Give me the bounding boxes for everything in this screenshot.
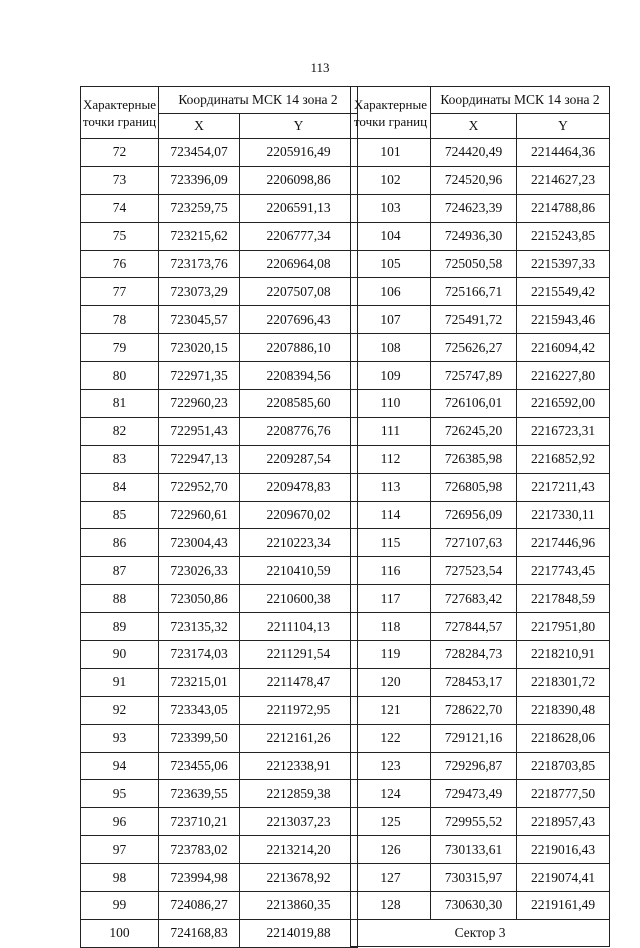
header-x: X xyxy=(159,114,240,139)
x-coordinate-cell: 723454,07 xyxy=(159,139,240,167)
point-number-cell: 124 xyxy=(351,780,431,808)
table-row xyxy=(81,724,358,752)
y-coordinate-cell: 2213037,23 xyxy=(240,808,358,836)
x-coordinate-cell: 722960,61 xyxy=(159,501,240,529)
x-coordinate-cell: 726805,98 xyxy=(431,473,517,501)
table-row xyxy=(81,166,358,194)
header-y: Y xyxy=(240,114,358,139)
point-number-cell: 91 xyxy=(81,668,159,696)
x-coordinate-cell: 729955,52 xyxy=(431,808,517,836)
table-row xyxy=(351,473,610,501)
point-number-cell: 80 xyxy=(81,362,159,390)
table-row xyxy=(351,668,610,696)
table-row xyxy=(81,641,358,669)
point-number-cell: 84 xyxy=(81,473,159,501)
x-coordinate-cell: 723073,29 xyxy=(159,278,240,306)
point-number-cell: 120 xyxy=(351,668,431,696)
y-coordinate-cell: 2207696,43 xyxy=(240,306,358,334)
y-coordinate-cell: 2205916,49 xyxy=(240,139,358,167)
point-number-cell: 83 xyxy=(81,445,159,473)
point-number-cell: 126 xyxy=(351,836,431,864)
table-row xyxy=(351,641,610,669)
y-coordinate-cell: 2208394,56 xyxy=(240,362,358,390)
y-coordinate-cell: 2217446,96 xyxy=(517,529,610,557)
table-row xyxy=(351,222,610,250)
x-coordinate-cell: 727107,63 xyxy=(431,529,517,557)
point-number-cell: 118 xyxy=(351,613,431,641)
y-coordinate-cell: 2209287,54 xyxy=(240,445,358,473)
table-row xyxy=(81,334,358,362)
x-coordinate-cell: 724420,49 xyxy=(431,139,517,167)
point-number-cell: 97 xyxy=(81,836,159,864)
point-number-cell: 76 xyxy=(81,250,159,278)
point-number-cell: 102 xyxy=(351,166,431,194)
y-coordinate-cell: 2217211,43 xyxy=(517,473,610,501)
table-row xyxy=(81,892,358,920)
point-number-cell: 78 xyxy=(81,306,159,334)
point-number-cell: 111 xyxy=(351,417,431,445)
table-row xyxy=(351,892,610,920)
point-number-cell: 77 xyxy=(81,278,159,306)
x-coordinate-cell: 723259,75 xyxy=(159,194,240,222)
x-coordinate-cell: 727523,54 xyxy=(431,557,517,585)
x-coordinate-cell: 724086,27 xyxy=(159,892,240,920)
point-number-cell: 100 xyxy=(81,919,159,947)
table-row xyxy=(351,362,610,390)
y-coordinate-cell: 2215243,85 xyxy=(517,222,610,250)
y-coordinate-cell: 2218390,48 xyxy=(517,696,610,724)
table-row xyxy=(351,780,610,808)
x-coordinate-cell: 723173,76 xyxy=(159,250,240,278)
point-number-cell: 106 xyxy=(351,278,431,306)
point-number-cell: 115 xyxy=(351,529,431,557)
x-coordinate-cell: 722971,35 xyxy=(159,362,240,390)
x-coordinate-cell: 723050,86 xyxy=(159,585,240,613)
header-boundary-points: Характерные точки границ xyxy=(81,87,159,139)
table-row xyxy=(81,139,358,167)
x-coordinate-cell: 730133,61 xyxy=(431,836,517,864)
x-coordinate-cell: 730315,97 xyxy=(431,864,517,892)
x-coordinate-cell: 724623,39 xyxy=(431,194,517,222)
y-coordinate-cell: 2208585,60 xyxy=(240,390,358,418)
y-coordinate-cell: 2208776,76 xyxy=(240,417,358,445)
point-number-cell: 114 xyxy=(351,501,431,529)
table-row xyxy=(81,390,358,418)
table-row xyxy=(351,836,610,864)
table-row xyxy=(81,613,358,641)
point-number-cell: 116 xyxy=(351,557,431,585)
point-number-cell: 105 xyxy=(351,250,431,278)
table-row xyxy=(351,166,610,194)
table-row xyxy=(81,501,358,529)
x-coordinate-cell: 725050,58 xyxy=(431,250,517,278)
point-number-cell: 94 xyxy=(81,752,159,780)
point-number-cell: 87 xyxy=(81,557,159,585)
table-row xyxy=(81,919,358,947)
x-coordinate-cell: 723343,05 xyxy=(159,696,240,724)
x-coordinate-cell: 723026,33 xyxy=(159,557,240,585)
table-row xyxy=(351,613,610,641)
point-number-cell: 108 xyxy=(351,334,431,362)
point-number-cell: 89 xyxy=(81,613,159,641)
point-number-cell: 109 xyxy=(351,362,431,390)
y-coordinate-cell: 2210600,38 xyxy=(240,585,358,613)
table-row xyxy=(81,222,358,250)
table-row xyxy=(351,557,610,585)
x-coordinate-cell: 726956,09 xyxy=(431,501,517,529)
coordinates-table-left xyxy=(80,86,358,948)
table-row xyxy=(351,278,610,306)
coordinates-table-right xyxy=(350,86,610,947)
y-coordinate-cell: 2214019,88 xyxy=(240,919,358,947)
x-coordinate-cell: 726245,20 xyxy=(431,417,517,445)
x-coordinate-cell: 729296,87 xyxy=(431,752,517,780)
x-coordinate-cell: 723004,43 xyxy=(159,529,240,557)
table-row xyxy=(81,278,358,306)
point-number-cell: 79 xyxy=(81,334,159,362)
table-row xyxy=(81,780,358,808)
x-coordinate-cell: 726385,98 xyxy=(431,445,517,473)
table-row xyxy=(351,390,610,418)
x-coordinate-cell: 725626,27 xyxy=(431,334,517,362)
table-row xyxy=(81,752,358,780)
x-coordinate-cell: 728284,73 xyxy=(431,641,517,669)
y-coordinate-cell: 2214788,86 xyxy=(517,194,610,222)
x-coordinate-cell: 724936,30 xyxy=(431,222,517,250)
table-row xyxy=(351,417,610,445)
table-row xyxy=(351,864,610,892)
y-coordinate-cell: 2209478,83 xyxy=(240,473,358,501)
x-coordinate-cell: 729121,16 xyxy=(431,724,517,752)
y-coordinate-cell: 2213214,20 xyxy=(240,836,358,864)
x-coordinate-cell: 725491,72 xyxy=(431,306,517,334)
table-row xyxy=(81,836,358,864)
y-coordinate-cell: 2216094,42 xyxy=(517,334,610,362)
table-row xyxy=(351,696,610,724)
y-coordinate-cell: 2216227,80 xyxy=(517,362,610,390)
point-number-cell: 119 xyxy=(351,641,431,669)
point-number-cell: 121 xyxy=(351,696,431,724)
table-row xyxy=(81,585,358,613)
y-coordinate-cell: 2210410,59 xyxy=(240,557,358,585)
table-row xyxy=(351,139,610,167)
y-coordinate-cell: 2211972,95 xyxy=(240,696,358,724)
y-coordinate-cell: 2219074,41 xyxy=(517,864,610,892)
x-coordinate-cell: 722952,70 xyxy=(159,473,240,501)
y-coordinate-cell: 2219161,49 xyxy=(517,892,610,920)
y-coordinate-cell: 2206777,34 xyxy=(240,222,358,250)
y-coordinate-cell: 2214627,23 xyxy=(517,166,610,194)
y-coordinate-cell: 2218628,06 xyxy=(517,724,610,752)
header-x: X xyxy=(431,114,517,139)
y-coordinate-cell: 2218301,72 xyxy=(517,668,610,696)
table-row xyxy=(351,752,610,780)
y-coordinate-cell: 2219016,43 xyxy=(517,836,610,864)
point-number-cell: 110 xyxy=(351,390,431,418)
y-coordinate-cell: 2217743,45 xyxy=(517,557,610,585)
y-coordinate-cell: 2213860,35 xyxy=(240,892,358,920)
point-number-cell: 113 xyxy=(351,473,431,501)
point-number-cell: 81 xyxy=(81,390,159,418)
x-coordinate-cell: 722960,23 xyxy=(159,390,240,418)
y-coordinate-cell: 2210223,34 xyxy=(240,529,358,557)
x-coordinate-cell: 724168,83 xyxy=(159,919,240,947)
header-coordinates: Координаты МСК 14 зона 2 xyxy=(431,87,610,114)
y-coordinate-cell: 2215549,42 xyxy=(517,278,610,306)
table-row xyxy=(351,808,610,836)
table-row xyxy=(81,194,358,222)
x-coordinate-cell: 723020,15 xyxy=(159,334,240,362)
header-coordinates: Координаты МСК 14 зона 2 xyxy=(159,87,358,114)
y-coordinate-cell: 2212859,38 xyxy=(240,780,358,808)
point-number-cell: 103 xyxy=(351,194,431,222)
sector-label: Сектор 3 xyxy=(351,919,610,946)
y-coordinate-cell: 2217951,80 xyxy=(517,613,610,641)
y-coordinate-cell: 2212338,91 xyxy=(240,752,358,780)
table-row xyxy=(351,334,610,362)
y-coordinate-cell: 2217848,59 xyxy=(517,585,610,613)
table-row xyxy=(351,194,610,222)
point-number-cell: 104 xyxy=(351,222,431,250)
table-row xyxy=(351,724,610,752)
y-coordinate-cell: 2218210,91 xyxy=(517,641,610,669)
point-number-cell: 117 xyxy=(351,585,431,613)
point-number-cell: 88 xyxy=(81,585,159,613)
x-coordinate-cell: 723455,06 xyxy=(159,752,240,780)
point-number-cell: 73 xyxy=(81,166,159,194)
y-coordinate-cell: 2209670,02 xyxy=(240,501,358,529)
point-number-cell: 125 xyxy=(351,808,431,836)
point-number-cell: 101 xyxy=(351,139,431,167)
x-coordinate-cell: 727683,42 xyxy=(431,585,517,613)
point-number-cell: 74 xyxy=(81,194,159,222)
point-number-cell: 75 xyxy=(81,222,159,250)
x-coordinate-cell: 723783,02 xyxy=(159,836,240,864)
x-coordinate-cell: 723710,21 xyxy=(159,808,240,836)
point-number-cell: 72 xyxy=(81,139,159,167)
y-coordinate-cell: 2206591,13 xyxy=(240,194,358,222)
x-coordinate-cell: 725166,71 xyxy=(431,278,517,306)
y-coordinate-cell: 2211478,47 xyxy=(240,668,358,696)
x-coordinate-cell: 722951,43 xyxy=(159,417,240,445)
point-number-cell: 93 xyxy=(81,724,159,752)
point-number-cell: 112 xyxy=(351,445,431,473)
y-coordinate-cell: 2217330,11 xyxy=(517,501,610,529)
y-coordinate-cell: 2215397,33 xyxy=(517,250,610,278)
table-row xyxy=(351,585,610,613)
table-row xyxy=(351,250,610,278)
header-boundary-points: Характерные точки границ xyxy=(351,87,431,139)
table-row xyxy=(351,445,610,473)
table-row xyxy=(81,668,358,696)
table-row xyxy=(351,529,610,557)
table-row xyxy=(351,501,610,529)
point-number-cell: 85 xyxy=(81,501,159,529)
point-number-cell: 96 xyxy=(81,808,159,836)
x-coordinate-cell: 723994,98 xyxy=(159,864,240,892)
y-coordinate-cell: 2213678,92 xyxy=(240,864,358,892)
y-coordinate-cell: 2218777,50 xyxy=(517,780,610,808)
point-number-cell: 122 xyxy=(351,724,431,752)
y-coordinate-cell: 2211104,13 xyxy=(240,613,358,641)
y-coordinate-cell: 2218703,85 xyxy=(517,752,610,780)
y-coordinate-cell: 2207886,10 xyxy=(240,334,358,362)
page-number: 113 xyxy=(310,60,330,75)
table-row xyxy=(81,808,358,836)
table-row xyxy=(81,696,358,724)
x-coordinate-cell: 726106,01 xyxy=(431,390,517,418)
x-coordinate-cell: 725747,89 xyxy=(431,362,517,390)
point-number-cell: 82 xyxy=(81,417,159,445)
x-coordinate-cell: 723215,62 xyxy=(159,222,240,250)
point-number-cell: 107 xyxy=(351,306,431,334)
table-row xyxy=(81,864,358,892)
x-coordinate-cell: 723135,32 xyxy=(159,613,240,641)
x-coordinate-cell: 723399,50 xyxy=(159,724,240,752)
y-coordinate-cell: 2206098,86 xyxy=(240,166,358,194)
point-number-cell: 99 xyxy=(81,892,159,920)
y-coordinate-cell: 2216592,00 xyxy=(517,390,610,418)
table-row xyxy=(81,557,358,585)
x-coordinate-cell: 722947,13 xyxy=(159,445,240,473)
x-coordinate-cell: 728453,17 xyxy=(431,668,517,696)
x-coordinate-cell: 723174,03 xyxy=(159,641,240,669)
x-coordinate-cell: 723639,55 xyxy=(159,780,240,808)
table-row xyxy=(81,417,358,445)
header-y: Y xyxy=(517,114,610,139)
table-row xyxy=(81,306,358,334)
table-row xyxy=(81,473,358,501)
y-coordinate-cell: 2211291,54 xyxy=(240,641,358,669)
table-row xyxy=(81,445,358,473)
x-coordinate-cell: 723396,09 xyxy=(159,166,240,194)
y-coordinate-cell: 2214464,36 xyxy=(517,139,610,167)
point-number-cell: 95 xyxy=(81,780,159,808)
y-coordinate-cell: 2206964,08 xyxy=(240,250,358,278)
x-coordinate-cell: 723045,57 xyxy=(159,306,240,334)
x-coordinate-cell: 724520,96 xyxy=(431,166,517,194)
point-number-cell: 86 xyxy=(81,529,159,557)
table-row xyxy=(351,306,610,334)
y-coordinate-cell: 2218957,43 xyxy=(517,808,610,836)
point-number-cell: 98 xyxy=(81,864,159,892)
table-row xyxy=(81,529,358,557)
x-coordinate-cell: 727844,57 xyxy=(431,613,517,641)
table-row xyxy=(81,362,358,390)
y-coordinate-cell: 2216723,31 xyxy=(517,417,610,445)
y-coordinate-cell: 2212161,26 xyxy=(240,724,358,752)
x-coordinate-cell: 728622,70 xyxy=(431,696,517,724)
point-number-cell: 123 xyxy=(351,752,431,780)
x-coordinate-cell: 729473,49 xyxy=(431,780,517,808)
y-coordinate-cell: 2207507,08 xyxy=(240,278,358,306)
x-coordinate-cell: 730630,30 xyxy=(431,892,517,920)
point-number-cell: 92 xyxy=(81,696,159,724)
y-coordinate-cell: 2216852,92 xyxy=(517,445,610,473)
x-coordinate-cell: 723215,01 xyxy=(159,668,240,696)
point-number-cell: 128 xyxy=(351,892,431,920)
y-coordinate-cell: 2215943,46 xyxy=(517,306,610,334)
point-number-cell: 90 xyxy=(81,641,159,669)
table-row xyxy=(81,250,358,278)
point-number-cell: 127 xyxy=(351,864,431,892)
